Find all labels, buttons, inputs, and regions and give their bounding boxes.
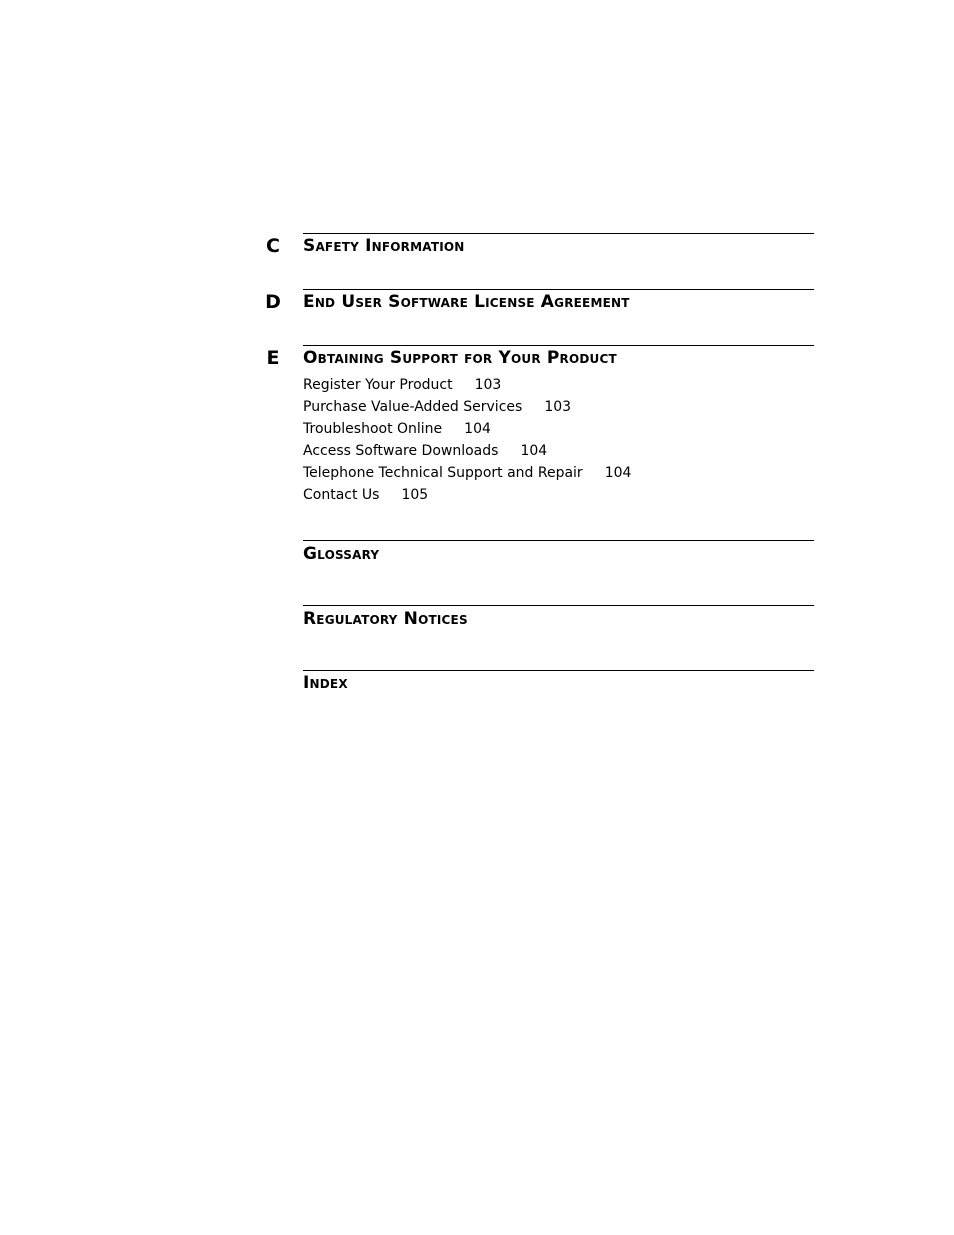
entry-page-number: 104 (604, 465, 632, 481)
appendix-letter: D (265, 291, 281, 313)
entry-page-number: 105 (401, 487, 429, 503)
section-divider (303, 540, 814, 541)
toc-entry-telephone-support[interactable] (303, 462, 631, 484)
section-title[interactable]: Safety Information (303, 236, 465, 256)
section-divider (303, 233, 814, 234)
toc-entry-list (303, 374, 631, 506)
entry-label: Access Software Downloads (303, 443, 499, 459)
entry-page-number: 103 (474, 377, 502, 393)
section-title[interactable]: Obtaining Support for Your Product (303, 348, 617, 368)
toc-entry-contact-us[interactable] (303, 484, 631, 506)
entry-page-number: 103 (544, 399, 572, 415)
entry-label: Register Your Product (303, 377, 453, 393)
toc-entry-software-downloads[interactable] (303, 440, 631, 462)
appendix-letter: C (266, 235, 280, 257)
appendix-letter: E (266, 347, 280, 369)
toc-entry-troubleshoot-online[interactable] (303, 418, 631, 440)
section-divider (303, 670, 814, 671)
section-divider (303, 289, 814, 290)
toc-entry-register-product[interactable] (303, 374, 631, 396)
toc-entry-value-added-services[interactable] (303, 396, 631, 418)
entry-label: Telephone Technical Support and Repair (303, 465, 583, 481)
entry-page-number: 104 (464, 421, 491, 437)
entry-label: Purchase Value-Added Services (303, 399, 523, 415)
section-divider (303, 345, 814, 346)
section-divider (303, 605, 814, 606)
section-title[interactable]: Glossary (303, 544, 380, 564)
section-title[interactable]: Index (303, 673, 348, 693)
entry-label: Contact Us (303, 487, 380, 503)
entry-page-number: 104 (520, 443, 548, 459)
section-title[interactable]: Regulatory Notices (303, 609, 468, 629)
section-title[interactable]: End User Software License Agreement (303, 292, 630, 312)
entry-label: Troubleshoot Online (303, 421, 443, 437)
